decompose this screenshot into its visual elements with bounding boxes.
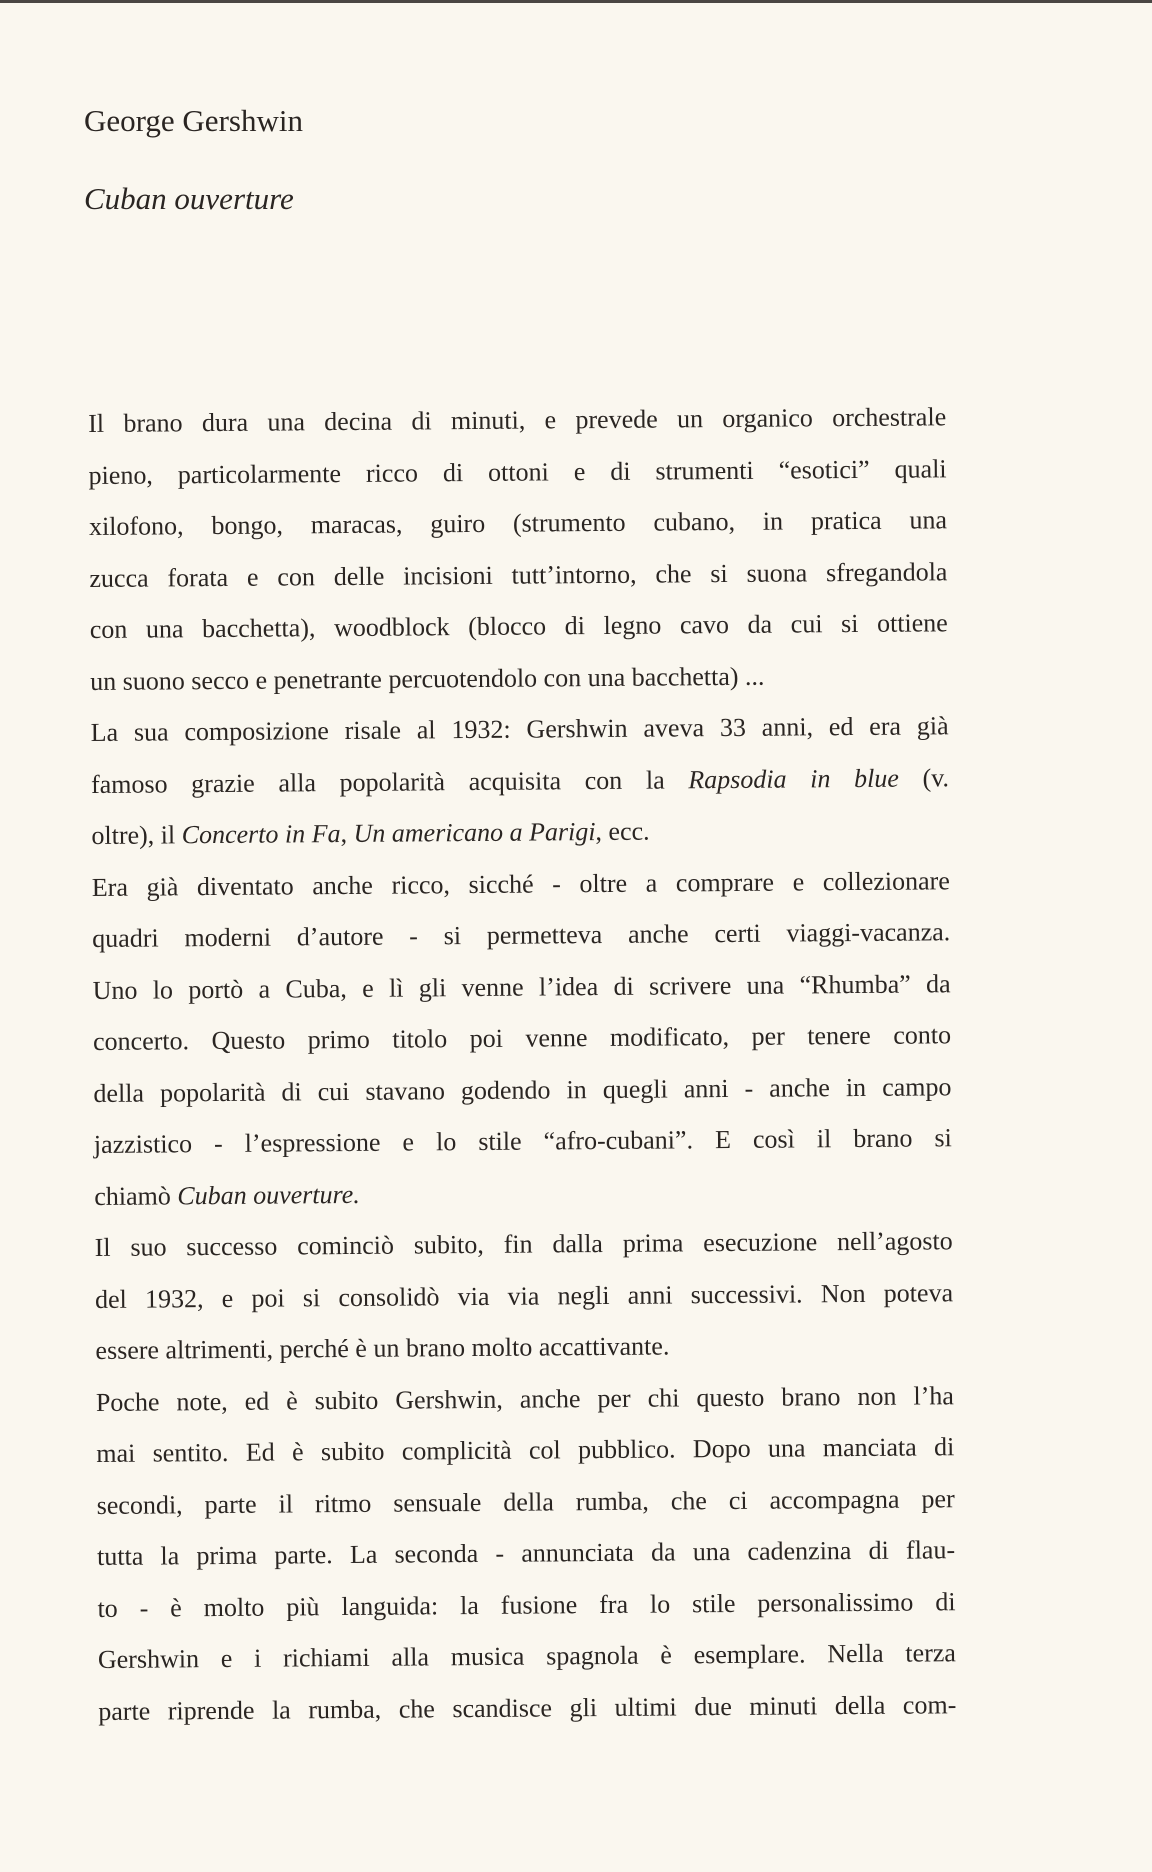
- text-line: quadri moderni d’autore - si permetteva anche certi viaggi-vacanza.: [92, 917, 951, 953]
- text-line: secondi, parte il ritmo sensuale della rumba, che ci accompagna per: [96, 1483, 955, 1520]
- italic-title-segment: Cuban ouverture.: [177, 1179, 360, 1210]
- author-heading: George Gershwin: [84, 103, 303, 138]
- text-line: [91, 803, 949, 861]
- text-line: essere altrimenti, perché è un brano molto accattivante.: [95, 1331, 670, 1365]
- text-line: zucca forata e con delle incisioni tutt’intorno, che si suona sfregandola: [89, 556, 948, 593]
- text-segment: (v.: [898, 762, 950, 793]
- text-line: xilofono, bongo, maracas, guiro (strumento cubano, in pratica una: [88, 505, 948, 541]
- text-line: tutta la prima parte. La seconda - annunciata da una cadenzina di flau-: [96, 1535, 956, 1571]
- work-title: Cuban ouverture: [84, 181, 294, 216]
- text-line: Era già diventato anche ricco, sicché - oltre a comprare e collezionare: [91, 865, 950, 902]
- text-line: della popolarità di cui stavano godendo in quegli anni - anche in campo: [93, 1071, 952, 1108]
- text-segment: famoso grazie alla popolarità acquisita con la: [90, 764, 689, 799]
- text-line: Uno lo portò a Cuba, e lì gli venne l’idea di scrivere una “Rhumba” da: [92, 968, 951, 1005]
- italic-title-segment: Concerto in Fa: [181, 819, 341, 850]
- text-line: jazzistico - l’espressione e lo stile “afro-cubani”. E così il brano si: [93, 1123, 952, 1159]
- text-line: con una bacchetta), woodblock (blocco di legno cavo da cui si ottiene: [89, 608, 948, 644]
- text-line: del 1932, e poi si consolidò via via negli anni successivi. Non poteva: [94, 1277, 954, 1314]
- text-line: La sua composizione risale al 1932: Gershwin aveva 33 anni, ed era già: [90, 711, 949, 747]
- page-header: [84, 96, 984, 224]
- text-line: to - è molto più languida: la fusione fra lo stile personalissimo di: [97, 1586, 956, 1623]
- top-border-rule: [0, 0, 1152, 3]
- text-line: parte riprende la rumba, che scandisce gli ultimi due minuti della com-: [98, 1689, 957, 1726]
- text-line: Il suo successo cominciò subito, fin dalla prima esecuzione nell’agosto: [94, 1226, 953, 1262]
- italic-title-segment: Un americano a Parigi: [353, 817, 596, 848]
- text-line: mai sentito. Ed è subito complicità col pubblico. Dopo una manciata di: [96, 1432, 955, 1468]
- italic-title-segment: Rapsodia in blue: [688, 763, 899, 794]
- text-line: concerto. Questo primo titolo poi venne modificato, per tenere conto: [92, 1020, 952, 1056]
- text-line: [91, 752, 949, 810]
- text-line: Il brano dura una decina di minuti, e prevede un organico orchestrale: [88, 402, 947, 438]
- text-line: Gershwin e i richiami alla musica spagnola è esemplare. Nella terza: [97, 1638, 956, 1674]
- text-segment: , ecc.: [595, 816, 650, 847]
- body-text: [88, 391, 956, 1737]
- text-line: pieno, particolarmente ricco di ottoni e di strumenti “esotici” quali: [88, 453, 947, 490]
- text-line: un suono secco e penetrante percuotendolo con una bacchetta) ...: [90, 661, 765, 696]
- text-line: Poche note, ed è subito Gershwin, anche per chi questo brano non l’ha: [95, 1380, 954, 1417]
- text-segment: oltre), il: [91, 820, 182, 850]
- text-line: [94, 1164, 952, 1222]
- text-segment: ,: [340, 818, 354, 849]
- text-segment: chiamò: [94, 1180, 178, 1211]
